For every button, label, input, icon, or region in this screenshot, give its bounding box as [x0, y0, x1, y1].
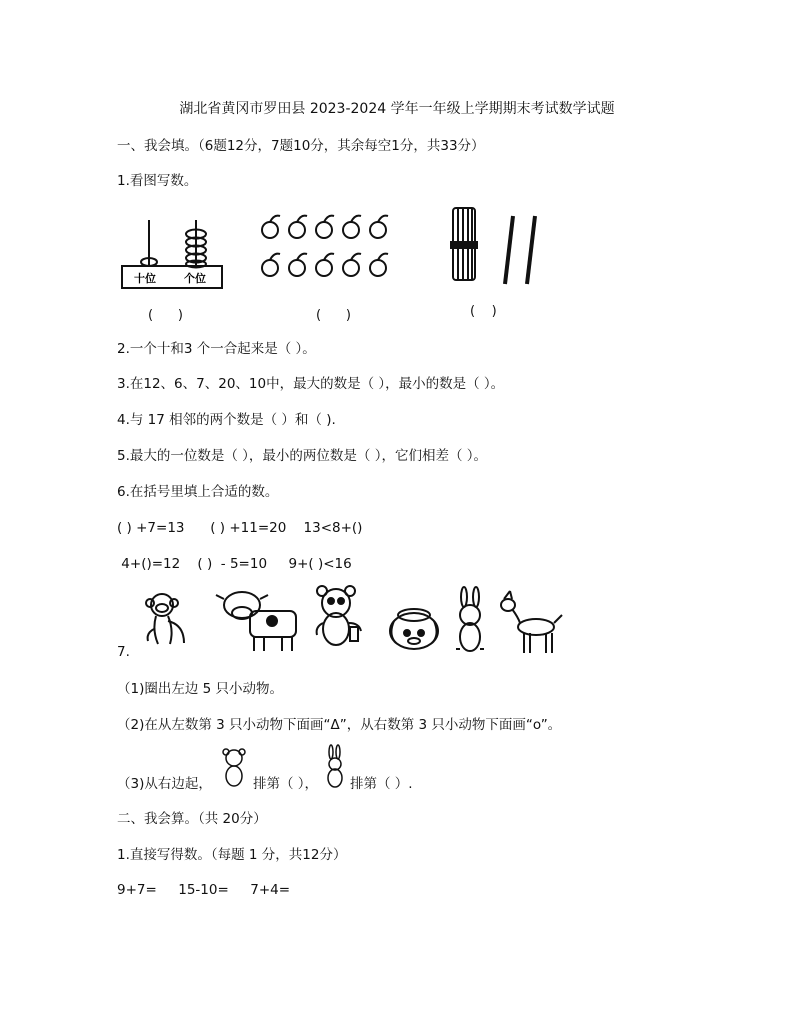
cow-icon — [216, 592, 296, 651]
section2-q1-label: 1.直接写得数。（每题 1 分，共12分） — [117, 847, 347, 863]
abacus-tens-label: 十位 — [134, 272, 156, 285]
q1-picture — [117, 200, 562, 312]
q1-blank-2[interactable]: ( ) — [316, 308, 351, 323]
sticks-figure — [451, 208, 535, 284]
q7-sub-3-prefix: （3)从右边起， — [117, 776, 212, 792]
bear-icon — [317, 586, 361, 645]
dog-icon — [390, 609, 438, 649]
abacus-ones-label: 个位 — [184, 272, 206, 285]
rabbit-small-icon — [322, 744, 348, 790]
q4-text: 4.与 17 相邻的两个数是（ ）和（ ). — [117, 412, 336, 428]
q5-text: 5.最大的一位数是（ ），最小的两位数是（ ），它们相差（ ）。 — [117, 448, 488, 464]
bear-small-icon — [218, 746, 250, 790]
q7-sub-3-middle: 排第（ ）， — [253, 776, 319, 792]
section2-heading: 二、我会算。（共 20分） — [117, 811, 267, 827]
q7-sub-1: （1)圈出左边 5 只小动物。 — [117, 681, 284, 697]
apples-figure — [262, 216, 388, 276]
deer-icon — [501, 591, 562, 653]
q7-number: 7. — [117, 644, 130, 660]
q7-animals — [140, 583, 580, 659]
q1-blank-3[interactable]: ( ) — [470, 304, 497, 319]
abacus-figure — [122, 220, 222, 288]
section1-heading: 一、我会填。（6题12分，7题10分，其余每空1分，共33分） — [117, 138, 485, 154]
q1-blank-1[interactable]: ( ) — [148, 308, 183, 323]
q7-sub-2: （2)在从左数第 3 只小动物下面画“Δ”，从右数第 3 只小动物下面画“o”。 — [117, 717, 562, 733]
section2-row-1: 9+7= 15-10= 7+4= — [117, 882, 291, 898]
rabbit-icon — [456, 587, 484, 651]
page-title: 湖北省黄冈市罗田县 2023-2024 学年一年级上学期期末考试数学试题 — [179, 101, 615, 117]
q1-label: 1.看图写数。 — [117, 173, 198, 189]
q6-label: 6.在括号里填上合适的数。 — [117, 484, 279, 500]
q6-row-1: ( ) +7=13 ( ) +11=20 13<8+() — [117, 520, 363, 536]
q7-sub-3-suffix: 排第（ ）. — [350, 776, 413, 792]
q2-text: 2.一个十和3 个一合起来是（ ）。 — [117, 341, 316, 357]
q6-row-2: 4+()=12 ( ) - 5=10 9+( )<16 — [117, 556, 352, 572]
monkey-icon — [146, 594, 184, 644]
q3-text: 3.在12、6、7、20、10中，最大的数是（ ），最小的数是（ ）。 — [117, 376, 505, 392]
